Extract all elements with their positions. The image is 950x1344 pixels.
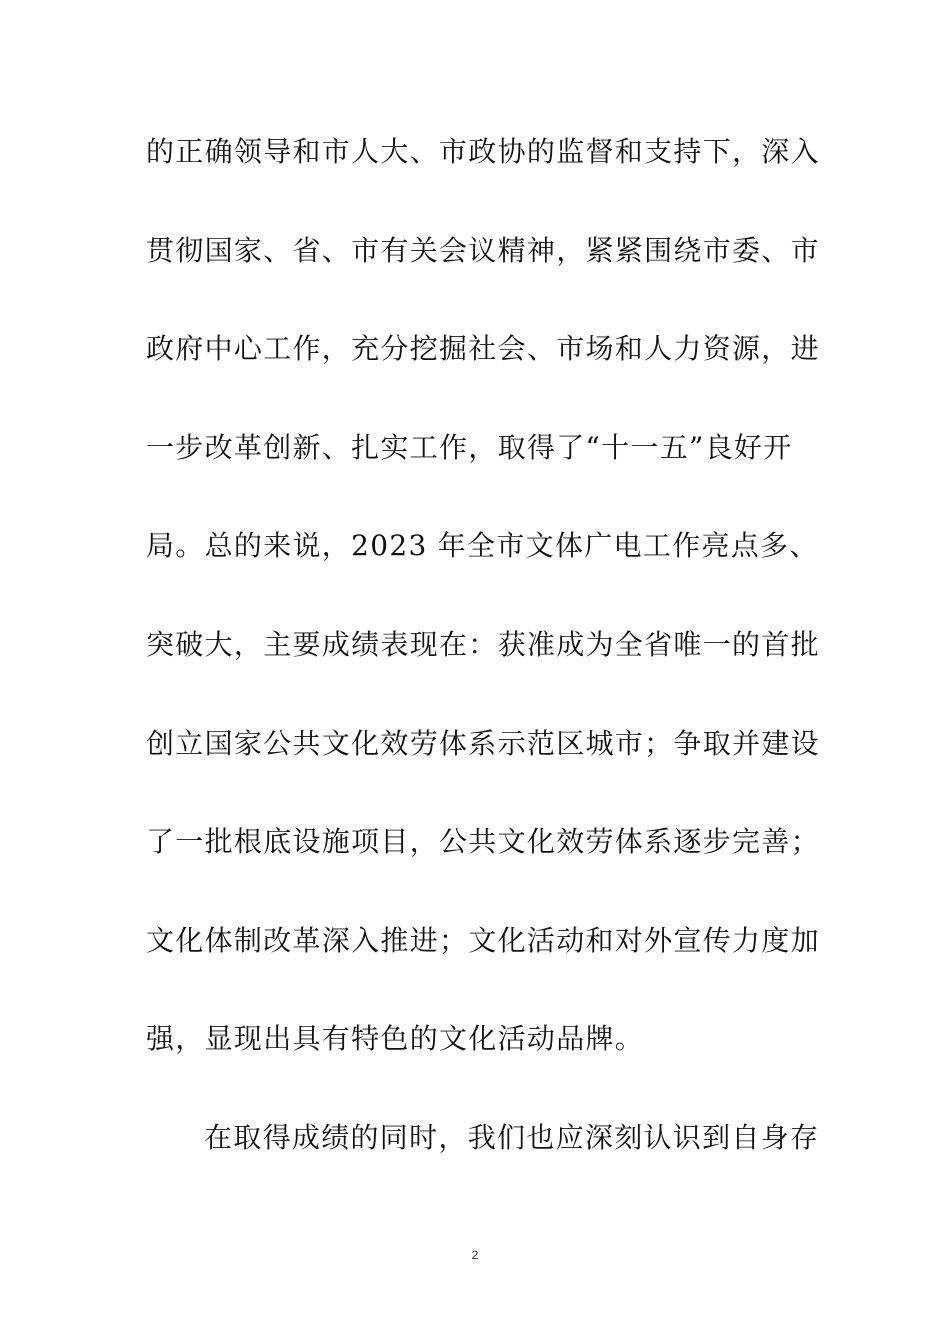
text-line: 局。总的来说，2023 年全市文体广电工作亮点多、 — [146, 529, 819, 563]
text-line: 的正确领导和市人大、市政协的监督和支持下，深入 — [146, 135, 820, 168]
paragraph-start-line: 在取得成绩的同时，我们也应深刻认识到自身存 — [204, 1120, 820, 1154]
text-line: 了一批根底设施项目，公共文化效劳体系逐步完善； — [146, 825, 820, 859]
text-line: 突破大，主要成绩表现在：获准成为全省唯一的首批 — [146, 627, 820, 661]
text-line: 文化体制改革深入推进；文化活动和对外宣传力度加 — [146, 923, 820, 957]
text-line: 贯彻国家、省、市有关会议精神，紧紧围绕市委、市 — [146, 233, 820, 267]
page-number: 2 — [471, 1248, 479, 1262]
body-text — [146, 124, 820, 1209]
text-line: 创立国家公共文化效劳体系示范区城市；争取并建设 — [146, 726, 820, 760]
text-line: 强，显现出具有特色的文化活动品牌。 — [146, 1022, 645, 1056]
text-line: 一步改革创新、扎实工作，取得了“十一五”良好开 — [146, 430, 793, 464]
text-line: 政府中心工作，充分挖掘社会、市场和人力资源，进 — [146, 332, 820, 366]
